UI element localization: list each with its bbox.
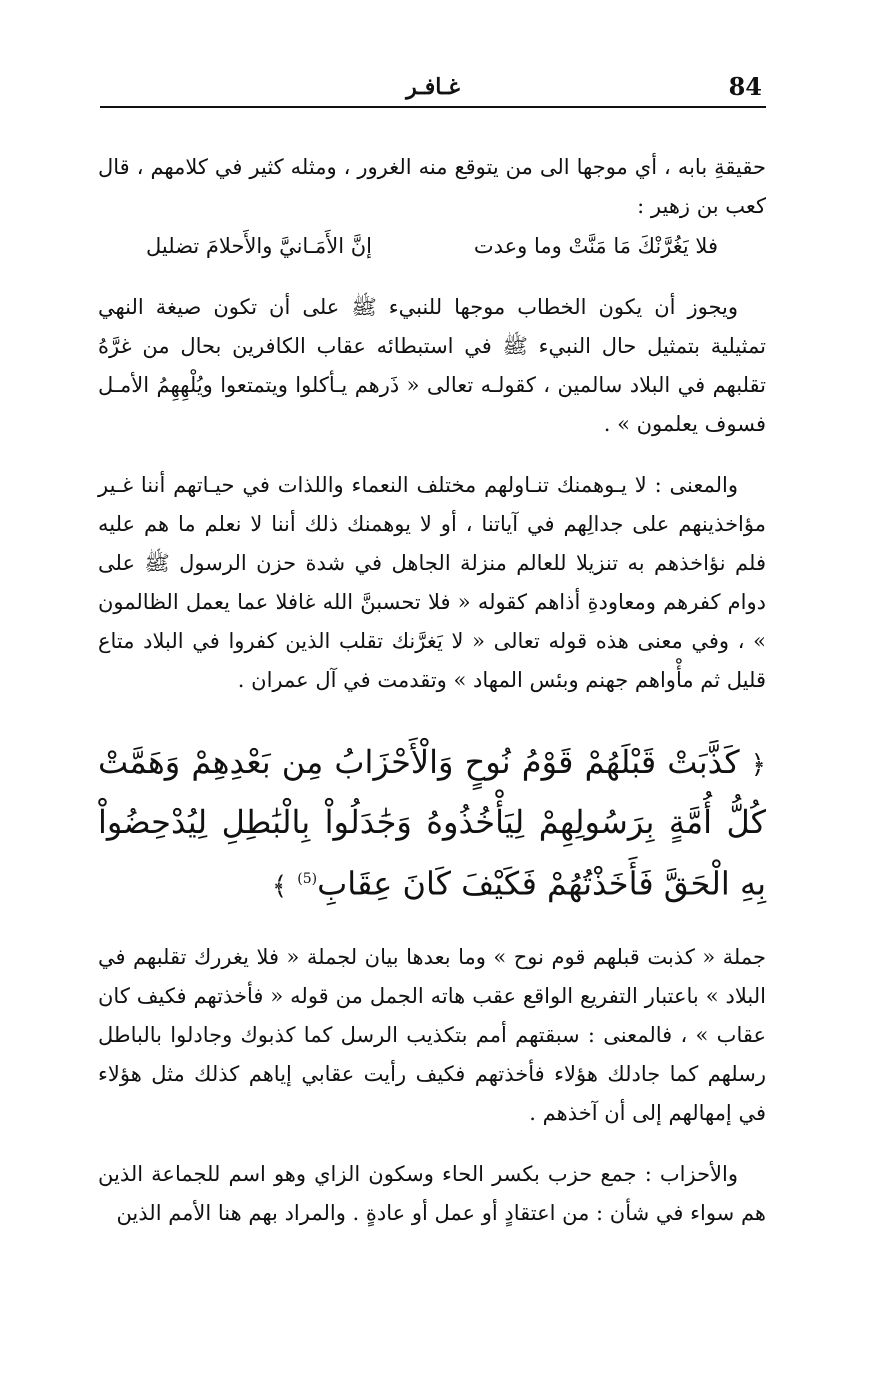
paragraph-ahzab: والأحزاب : جمع حزب بكسر الحاء وسكون الزاي وهو اسم للجماعة الذين هم سواء في شأن : من اعتقادٍ أو عمل أو عادةٍ . والمراد بهم هنا الأمم الذين (98, 1161, 766, 1225)
page-body (98, 148, 766, 1233)
verse-hemistich-first: فلا يَغُرَّنْكَ مَا مَنَّتْ وما وعدت (473, 234, 718, 258)
quran-verse (98, 734, 766, 916)
header-divider (100, 106, 766, 108)
footnote-marker: (5) (297, 871, 318, 887)
quran-verse-text: كَذَّبَتْ قَبْلَهُمْ قَوْمُ نُوحٍ وَالْأَحْزَابُ مِن بَعْدِهِمْ وَهَمَّتْ كُلُّ أُمَّةٍ بِرَسُولِهِمْ لِيَأْخُذُوهُ وَجَٰدَلُواْ بِالْبَٰطِلِ لِيُدْحِضُواْ بِهِ الْحَقَّ فَأَخَذْتُهُمْ فَكَيْفَ كَانَ عِقَابِ (98, 743, 766, 903)
surah-title: غـافـر (406, 74, 460, 100)
paragraph-address: ويجوز أن يكون الخطاب موجها للنبيء ﷺ على أن تكون صيغة النهي تمثيلية بتمثيل حال النبيء ﷺ في استبطائه عقاب الكافرين بحال من غرَّهُ تقلبهم في البلاد سالمين ، كقولـه تعالى « ذَرهم يـأكلوا ويتمتعوا ويُلْهِهِمُ الأمـل فسوف يعلمون » . (98, 295, 766, 436)
paragraph-meaning: والمعنى : لا يـوهمنك تنـاولهم مختلف النعماء واللذات في حيـاتهم أننا غـير مؤاخذينهم على جدالِهم في آياتنا ، أو لا يوهمنك ذلك أننا لا نعلم ما هم عليه فلم نؤاخذهم به تنزيلا للعالم منزلة الجاهل في شدة حزن الرسول ﷺ على دوام كفرهم ومعاودةِ أذاهم كقوله « فلا تحسبنَّ الله غافلا عما يعمل الظالمون » ، وفي معنى هذه قوله تعالى « لا يَغرَّنك تقلب الذين كفروا في البلاد متاع قليل ثم مأْواهم جهنم وبئس المهاد » وتقدمت في آل عمران . (98, 473, 766, 692)
paragraph-commentary: جملة « كذبت قبلهم قوم نوح » وما بعدها بيان لجملة « فلا يغررك تقلبهم في البلاد » باعتبار التفريع الواقع عقب هاته الجمل من قوله « فأخذتهم فكيف كان عقاب » ، فالمعنى : سبقتهم أمم بتكذيب الرسل كما كذبوك وجادلوا بالباطل رسلهم كما جادلك هؤلاء فأخذتهم فكيف رأيت عقابي إياهم كذلك مثل هؤلاء في إمهالهم إلى أن آخذهم . (98, 944, 766, 1125)
paragraph-intro: حقيقةِ بابه ، أي موجها الى من يتوقع منه الغرور ، ومثله كثير في كلامهم ، قال كعب بن زهير : (98, 155, 766, 218)
page-header (100, 62, 766, 102)
verse-hemistich-second: إنَّ الأَمَـانيَّ والأَحلامَ تضليل (146, 234, 372, 258)
quran-close-bracket: ﴾ (271, 871, 288, 902)
quran-open-bracket: ﴿ (750, 750, 767, 780)
poetry-verse (98, 226, 766, 266)
page-number: 84 (728, 72, 762, 101)
